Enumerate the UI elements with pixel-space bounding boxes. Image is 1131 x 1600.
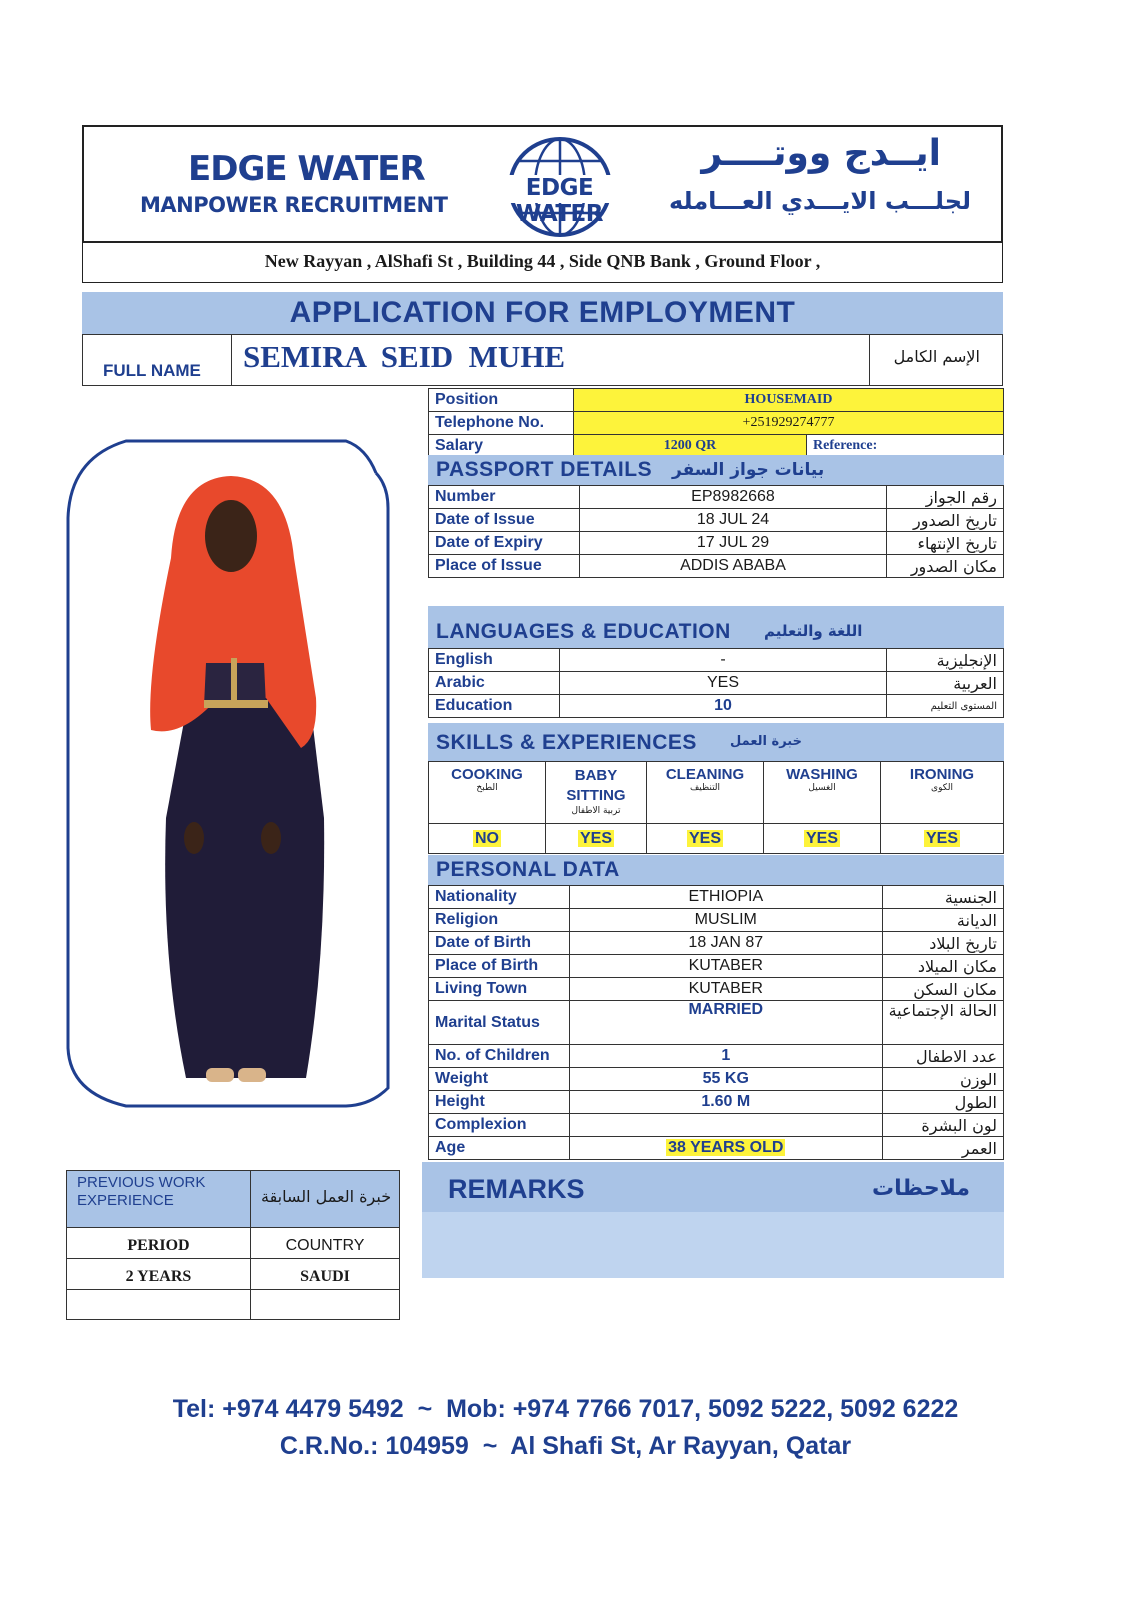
country-value: SAUDI	[300, 1268, 350, 1285]
language-row-label: Arabic	[429, 672, 560, 695]
table-row	[429, 932, 1004, 955]
personal-title: PERSONAL DATA	[436, 858, 620, 881]
skill-name: COOKING	[451, 766, 523, 783]
personal-table	[428, 885, 1004, 1160]
personal-row-label: Complexion	[429, 1114, 570, 1137]
personal-row-value: ETHIOPIA	[570, 886, 883, 909]
personal-row-label: Place of Birth	[429, 955, 570, 978]
personal-row-arabic: الطول	[882, 1091, 1003, 1114]
passport-title-arabic: بيانات جواز السفر	[672, 460, 825, 480]
personal-row-label: Nationality	[429, 886, 570, 909]
company-name: EDGE WATER	[188, 149, 425, 189]
personal-row-value: 1.60 M	[570, 1091, 883, 1114]
passport-row-arabic: تاريخ الإنتهاء	[887, 532, 1004, 555]
skills-title-arabic: خبرة العمل	[730, 734, 802, 749]
personal-row-label: Date of Birth	[429, 932, 570, 955]
remarks-title-arabic: ملاحظات	[872, 1176, 970, 1201]
period-header: PERIOD	[127, 1237, 190, 1254]
personal-row-value: 1	[570, 1045, 883, 1068]
applicant-photo	[66, 438, 392, 1108]
personal-row-arabic: عدد الاطفال	[882, 1045, 1003, 1068]
skill-value: YES	[805, 829, 838, 847]
passport-row-value: 17 JUL 29	[580, 532, 887, 555]
personal-row-label: Age	[429, 1137, 570, 1160]
country-header: COUNTRY	[285, 1237, 365, 1254]
previous-work-title-arabic: خبرة العمل السابقة	[261, 1187, 392, 1206]
table-row	[429, 672, 1004, 695]
skill-arabic: الغسيل	[808, 783, 836, 793]
personal-row-arabic: الوزن	[882, 1068, 1003, 1091]
personal-row-arabic: تاريخ البلاد	[882, 932, 1003, 955]
passport-table	[428, 485, 1004, 578]
period-value: 2 YEARS	[125, 1268, 192, 1285]
company-subtitle: MANPOWER RECRUITMENT	[140, 193, 448, 217]
passport-row-label: Date of Expiry	[429, 532, 580, 555]
remarks-header	[422, 1162, 1004, 1212]
passport-row-label: Place of Issue	[429, 555, 580, 578]
skills-section-header	[428, 723, 1004, 761]
table-row	[429, 1001, 1004, 1045]
passport-row-value: ADDIS ABABA	[580, 555, 887, 578]
personal-row-arabic: مكان الميلاد	[882, 955, 1003, 978]
table-row	[429, 509, 1004, 532]
skill-arabic: تربية الاطفال	[571, 806, 621, 816]
telephone-label: Telephone No.	[429, 412, 574, 435]
personal-row-value: 18 JAN 87	[570, 932, 883, 955]
table-row	[429, 412, 1004, 435]
skill-value-cell	[429, 824, 546, 854]
skill-value-cell	[764, 824, 881, 854]
table-row	[429, 1091, 1004, 1114]
skill-arabic: الطبخ	[476, 783, 498, 793]
skill-cleaning	[647, 762, 764, 824]
languages-title-arabic: اللغة والتعليم	[764, 622, 863, 640]
table-row	[429, 1068, 1004, 1091]
salary-label: Salary	[429, 435, 574, 458]
footer-contact: Tel: +974 4479 5492 ~ Mob: +974 7766 7017, 5092 5222, 5092 6222	[172, 1395, 959, 1423]
company-subtitle-arabic: لجلـــب الايـــدي العـــامله	[668, 187, 971, 215]
personal-row-arabic: مكان السكن	[882, 978, 1003, 1001]
personal-row-label: Weight	[429, 1068, 570, 1091]
form-title: APPLICATION FOR EMPLOYMENT	[289, 296, 796, 329]
salary-value: 1200 QR	[574, 435, 807, 458]
skill-name: WASHING	[786, 766, 858, 783]
previous-work-title: PREVIOUS WORK EXPERIENCE	[77, 1174, 206, 1209]
passport-title: PASSPORT DETAILS	[436, 458, 653, 481]
passport-row-arabic: تاريخ الصدور	[887, 509, 1004, 532]
skill-value-cell	[881, 824, 1004, 854]
personal-section-header	[428, 855, 1004, 885]
passport-row-arabic: رقم الجواز	[887, 486, 1004, 509]
full-name-value: SEMIRA SEID MUHE	[243, 339, 566, 374]
position-label: Position	[429, 389, 574, 412]
skill-cooking	[429, 762, 546, 824]
skill-washing	[764, 762, 881, 824]
skill-ironing	[881, 762, 1004, 824]
skill-name: CLEANING	[665, 766, 745, 783]
language-row-label: Education	[429, 695, 560, 718]
skills-title: SKILLS & EXPERIENCES	[436, 731, 697, 754]
personal-row-value: MARRIED	[570, 1001, 883, 1045]
full-name-arabic: الإسم الكامل	[893, 347, 980, 366]
personal-row-label: Living Town	[429, 978, 570, 1001]
personal-row-arabic: الديانة	[882, 909, 1003, 932]
skill-arabic: التنظيف	[689, 783, 721, 793]
table-row	[429, 978, 1004, 1001]
table-row	[429, 1137, 1004, 1160]
table-row	[429, 955, 1004, 978]
remarks-title: REMARKS	[448, 1174, 585, 1204]
personal-row-arabic: العمر	[882, 1137, 1003, 1160]
telephone-value: +251929274777	[574, 412, 1004, 435]
passport-section-header	[428, 455, 1004, 485]
table-row	[429, 824, 1004, 854]
language-row-value: YES	[560, 672, 887, 695]
personal-row-label: Height	[429, 1091, 570, 1114]
table-row	[429, 695, 1004, 718]
language-row-arabic: العربية	[887, 672, 1004, 695]
table-row	[429, 555, 1004, 578]
skill-value: YES	[579, 829, 612, 847]
personal-row-arabic: لون البشرة	[882, 1114, 1003, 1137]
language-row-value: 10	[560, 695, 887, 718]
table-row	[429, 1045, 1004, 1068]
personal-row-value: MUSLIM	[570, 909, 883, 932]
table-row	[429, 649, 1004, 672]
skill-value-cell	[647, 824, 764, 854]
passport-row-label: Date of Issue	[429, 509, 580, 532]
table-row	[429, 762, 1004, 824]
language-row-label: English	[429, 649, 560, 672]
address: New Rayyan , AlShafi St , Building 44 , Side QNB Bank , Ground Floor ,	[264, 251, 821, 271]
reference-label: Reference:	[807, 435, 1004, 458]
skill-arabic: الكوى	[931, 783, 953, 793]
skill-name: BABY SITTING	[566, 767, 626, 804]
personal-row-arabic: الجنسية	[882, 886, 1003, 909]
table-row	[429, 389, 1004, 412]
skill-baby-sitting	[546, 762, 647, 824]
personal-row-label: Marital Status	[429, 1001, 570, 1045]
personal-row-value: 55 KG	[570, 1068, 883, 1091]
personal-row-label: No. of Children	[429, 1045, 570, 1068]
languages-section-header	[428, 606, 1004, 648]
passport-row-value: 18 JUL 24	[580, 509, 887, 532]
full-name-row	[82, 334, 1003, 386]
skill-value: NO	[475, 829, 499, 847]
passport-row-label: Number	[429, 486, 580, 509]
languages-title: LANGUAGES & EDUCATION	[436, 620, 731, 643]
remarks-body	[422, 1212, 1004, 1278]
table-row	[429, 1114, 1004, 1137]
table-row	[429, 909, 1004, 932]
address-box	[82, 241, 1003, 283]
language-row-arabic: المستوى التعليم	[887, 695, 1004, 718]
form-title-bar	[82, 292, 1003, 334]
table-row	[429, 486, 1004, 509]
company-logo	[482, 135, 637, 240]
personal-row-arabic: الحالة الإجتماعية	[882, 1001, 1003, 1045]
full-name-label: FULL NAME	[103, 361, 201, 380]
language-row-value: -	[560, 649, 887, 672]
personal-row-label: Religion	[429, 909, 570, 932]
header-box	[82, 125, 1003, 243]
skill-name: IRONING	[909, 766, 975, 783]
passport-row-value: EP8982668	[580, 486, 887, 509]
skill-value: YES	[688, 829, 721, 847]
languages-table	[428, 648, 1004, 718]
personal-row-value: KUTABER	[570, 978, 883, 1001]
company-name-arabic: ايــدج ووتــــر	[701, 133, 941, 174]
passport-row-arabic: مكان الصدور	[887, 555, 1004, 578]
skills-table	[428, 761, 1004, 854]
skill-value-cell	[546, 824, 647, 854]
age-value: 38 YEARS OLD	[668, 1139, 784, 1156]
personal-row-value	[570, 1114, 883, 1137]
skill-value: YES	[925, 829, 958, 847]
table-row	[429, 532, 1004, 555]
table-row	[429, 886, 1004, 909]
personal-row-value-cell	[570, 1137, 883, 1160]
job-table	[428, 388, 1004, 458]
footer-registration: C.R.No.: 104959 ~ Al Shafi St, Ar Rayyan, Qatar	[279, 1432, 852, 1460]
personal-row-value: KUTABER	[570, 955, 883, 978]
language-row-arabic: الإنجليزية	[887, 649, 1004, 672]
logo-text: EDGE WATER	[516, 175, 603, 227]
position-value: HOUSEMAID	[574, 389, 1004, 412]
previous-work-table	[66, 1170, 400, 1320]
